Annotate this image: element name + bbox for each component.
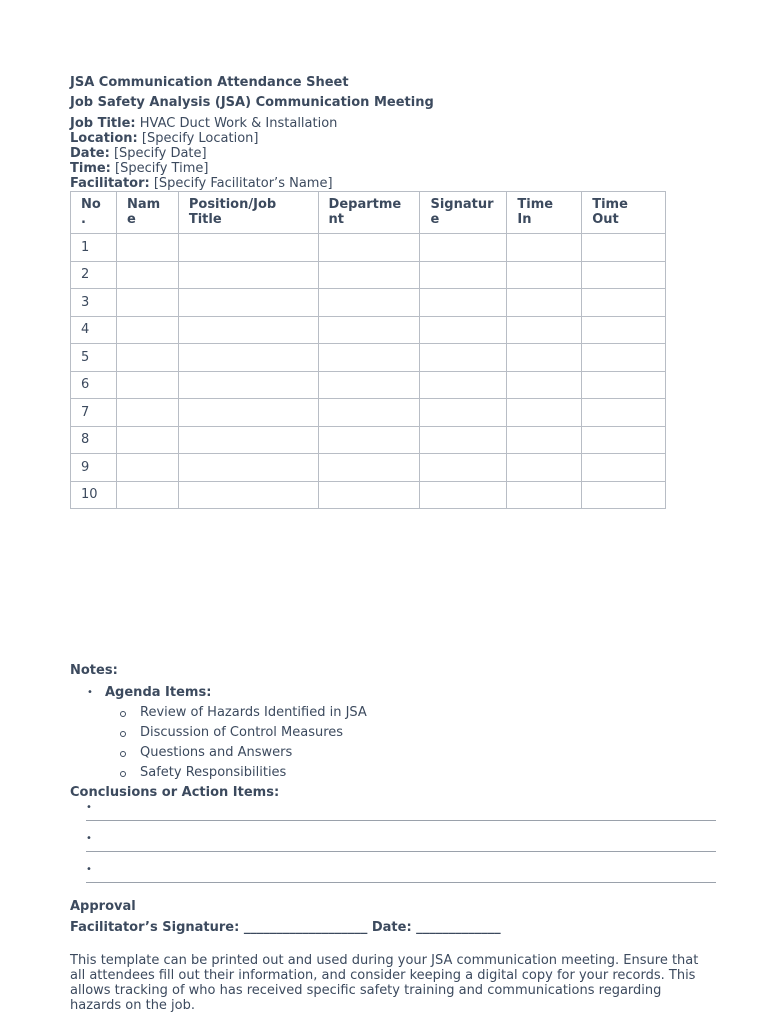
position-cell[interactable] <box>178 316 318 344</box>
position-cell[interactable] <box>178 399 318 427</box>
department-cell[interactable] <box>318 234 420 262</box>
bullet-icon: • <box>86 864 92 875</box>
list-item: Discussion of Control Measures <box>105 723 367 743</box>
table-row <box>71 344 666 372</box>
time-in-cell[interactable] <box>507 371 582 399</box>
time-in-cell[interactable] <box>507 316 582 344</box>
bullet-icon: • <box>86 802 92 813</box>
time-in-cell[interactable] <box>507 399 582 427</box>
conclusions-title: Conclusions or Action Items: <box>70 785 280 800</box>
facilitator-label: Facilitator: <box>70 176 150 191</box>
table-row <box>71 371 666 399</box>
signature-cell[interactable] <box>420 289 507 317</box>
table-row <box>71 481 666 509</box>
agenda-label: Agenda Items: <box>105 685 212 700</box>
name-cell[interactable] <box>116 289 178 317</box>
position-cell[interactable] <box>178 426 318 454</box>
agenda-sublist <box>105 703 367 783</box>
facilitator-signature-line[interactable]: Facilitator’s Signature: ___________________ Date: _____________ <box>70 920 501 935</box>
job-title-line <box>70 116 337 131</box>
action-item-line[interactable] <box>86 802 716 821</box>
header-no: No . <box>71 192 117 234</box>
location-label: Location: <box>70 131 138 146</box>
table-header-row <box>71 192 666 234</box>
department-cell[interactable] <box>318 454 420 482</box>
list-item: Questions and Answers <box>105 743 367 763</box>
signature-cell[interactable] <box>420 316 507 344</box>
table-row <box>71 234 666 262</box>
name-cell[interactable] <box>116 371 178 399</box>
row-number: 8 <box>71 426 117 454</box>
notes-list <box>70 683 367 783</box>
row-number: 2 <box>71 261 117 289</box>
time-out-cell[interactable] <box>582 234 666 262</box>
table-row <box>71 289 666 317</box>
time-in-cell[interactable] <box>507 261 582 289</box>
department-cell[interactable] <box>318 316 420 344</box>
time-out-cell[interactable] <box>582 399 666 427</box>
position-cell[interactable] <box>178 234 318 262</box>
row-number: 10 <box>71 481 117 509</box>
department-cell[interactable] <box>318 426 420 454</box>
signature-cell[interactable] <box>420 234 507 262</box>
row-number: 7 <box>71 399 117 427</box>
position-cell[interactable] <box>178 481 318 509</box>
location-value: [Specify Location] <box>141 131 259 146</box>
department-cell[interactable] <box>318 261 420 289</box>
notes-title: Notes: <box>70 663 118 678</box>
document-subtitle: Job Safety Analysis (JSA) Communication Meeting <box>70 95 434 110</box>
name-cell[interactable] <box>116 481 178 509</box>
time-in-cell[interactable] <box>507 454 582 482</box>
position-cell[interactable] <box>178 454 318 482</box>
job-title-value: HVAC Duct Work & Installation <box>139 116 338 131</box>
time-out-cell[interactable] <box>582 344 666 372</box>
time-line <box>70 161 208 176</box>
row-number: 3 <box>71 289 117 317</box>
time-in-cell[interactable] <box>507 289 582 317</box>
row-number: 4 <box>71 316 117 344</box>
table-row <box>71 261 666 289</box>
signature-cell[interactable] <box>420 426 507 454</box>
table-row <box>71 399 666 427</box>
list-item: Safety Responsibilities <box>105 763 367 783</box>
time-out-cell[interactable] <box>582 371 666 399</box>
agenda-list-item <box>70 683 367 783</box>
time-out-cell[interactable] <box>582 426 666 454</box>
row-number: 6 <box>71 371 117 399</box>
time-label: Time: <box>70 161 111 176</box>
table-row <box>71 454 666 482</box>
header-time-in: Time In <box>507 192 582 234</box>
time-in-cell[interactable] <box>507 234 582 262</box>
row-number: 9 <box>71 454 117 482</box>
signature-cell[interactable] <box>420 399 507 427</box>
name-cell[interactable] <box>116 261 178 289</box>
table-row <box>71 316 666 344</box>
header-department: Departme nt <box>318 192 420 234</box>
signature-cell[interactable] <box>420 371 507 399</box>
signature-cell[interactable] <box>420 454 507 482</box>
position-cell[interactable] <box>178 344 318 372</box>
time-out-cell[interactable] <box>582 481 666 509</box>
position-cell[interactable] <box>178 289 318 317</box>
approval-title: Approval <box>70 899 136 914</box>
time-value: [Specify Time] <box>115 161 209 176</box>
table-row <box>71 426 666 454</box>
name-cell[interactable] <box>116 454 178 482</box>
signature-cell[interactable] <box>420 344 507 372</box>
footer-paragraph: This template can be printed out and used during your JSA communication meeting. Ensure that all attendees fill out their information, and consider keeping a digital copy for your records. This allows tracking of who has received specific safety training and communications regarding hazards on the job. <box>70 953 699 1013</box>
date-value: [Specify Date] <box>113 146 207 161</box>
facilitator-value: [Specify Facilitator’s Name] <box>153 176 333 191</box>
name-cell[interactable] <box>116 234 178 262</box>
attendance-table <box>70 191 666 509</box>
department-cell[interactable] <box>318 481 420 509</box>
bullet-icon: • <box>86 833 92 844</box>
signature-cell[interactable] <box>420 261 507 289</box>
name-cell[interactable] <box>116 316 178 344</box>
header-position: Position/Job Title <box>178 192 318 234</box>
date-line <box>70 146 207 161</box>
department-cell[interactable] <box>318 371 420 399</box>
department-cell[interactable] <box>318 344 420 372</box>
signature-cell[interactable] <box>420 481 507 509</box>
department-cell[interactable] <box>318 289 420 317</box>
position-cell[interactable] <box>178 371 318 399</box>
time-out-cell[interactable] <box>582 261 666 289</box>
document-title: JSA Communication Attendance Sheet <box>70 75 349 90</box>
job-title-label: Job Title: <box>70 116 136 131</box>
row-number: 1 <box>71 234 117 262</box>
action-item-line[interactable] <box>86 833 716 852</box>
name-cell[interactable] <box>116 344 178 372</box>
department-cell[interactable] <box>318 399 420 427</box>
location-line <box>70 131 258 146</box>
row-number: 5 <box>71 344 117 372</box>
name-cell[interactable] <box>116 426 178 454</box>
time-out-cell[interactable] <box>582 289 666 317</box>
header-time-out: Time Out <box>582 192 666 234</box>
list-item: Review of Hazards Identified in JSA <box>105 703 367 723</box>
name-cell[interactable] <box>116 399 178 427</box>
time-out-cell[interactable] <box>582 316 666 344</box>
time-in-cell[interactable] <box>507 344 582 372</box>
facilitator-line <box>70 176 333 191</box>
date-label: Date: <box>70 146 110 161</box>
time-in-cell[interactable] <box>507 481 582 509</box>
time-in-cell[interactable] <box>507 426 582 454</box>
header-name: Nam e <box>116 192 178 234</box>
time-out-cell[interactable] <box>582 454 666 482</box>
position-cell[interactable] <box>178 261 318 289</box>
header-signature: Signatur e <box>420 192 507 234</box>
action-item-line[interactable] <box>86 864 716 883</box>
